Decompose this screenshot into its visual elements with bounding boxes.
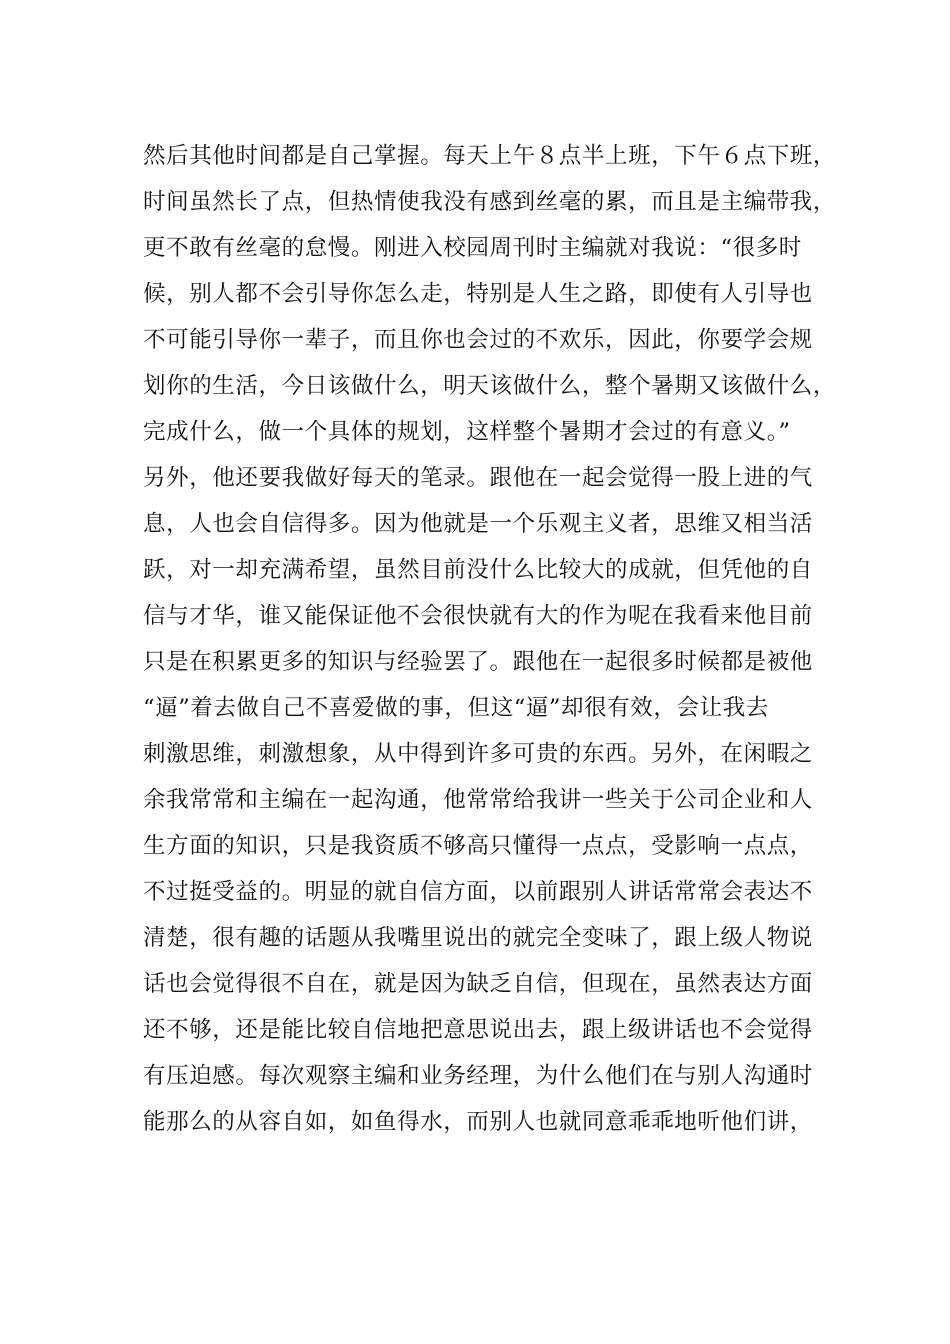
text-line: 余我常常和主编在一起沟通，他常常给我讲一些关于公司企业和人	[143, 787, 813, 813]
text-line: 另外，他还要我做好每天的笔录。跟他在一起会觉得一股上进的气	[143, 465, 813, 491]
body-text	[143, 133, 843, 1145]
text-line: 信与才华，谁又能保证他不会很快就有大的作为呢在我看来他目前	[143, 603, 813, 629]
text-line: “逼”着去做自己不喜爱做的事，但这“逼”却很有效，会让我去	[143, 695, 769, 721]
text-line: 息，人也会自信得多。因为他就是一个乐观主义者，思维又相当活	[143, 511, 813, 537]
text-line: 然后其他时间都是自己掌握。每天上午８点半上班，下午６点下班，	[143, 143, 837, 169]
text-line: 话也会觉得很不自在，就是因为缺乏自信，但现在，虽然表达方面	[143, 971, 813, 997]
text-line: 刺激思维，刺激想象，从中得到许多可贵的东西。另外，在闲暇之	[143, 741, 813, 767]
text-line: 更不敢有丝毫的怠慢。刚进入校园周刊时主编就对我说：“很多时	[143, 235, 802, 261]
text-line: 有压迫感。每次观察主编和业务经理，为什么他们在与别人沟通时	[143, 1063, 813, 1089]
text-line: 清楚，很有趣的话题从我嘴里说出的就完全变味了，跟上级人物说	[143, 925, 813, 951]
text-line: 时间虽然长了点，但热情使我没有感到丝毫的累，而且是主编带我，	[143, 189, 837, 215]
text-line: 不过挺受益的。明显的就自信方面，以前跟别人讲话常常会表达不	[143, 879, 813, 905]
text-line: 候，别人都不会引导你怎么走，特别是人生之路，即使有人引导也	[143, 281, 813, 307]
text-line: 能那么的从容自如，如鱼得水，而别人也就同意乖乖地听他们讲，	[143, 1109, 813, 1135]
text-line: 生方面的知识，只是我资质不够高只懂得一点点，受影响一点点，	[143, 833, 813, 859]
text-line: 不可能引导你一辈子，而且你也会过的不欢乐，因此，你要学会规	[143, 327, 813, 353]
text-line: 完成什么，做一个具体的规划，这样整个暑期才会过的有意义。”	[143, 419, 791, 445]
text-line: 划你的生活，今日该做什么，明天该做什么，整个暑期又该做什么，	[143, 373, 837, 399]
text-line: 还不够，还是能比较自信地把意思说出去，跟上级讲话也不会觉得	[143, 1017, 813, 1043]
text-line: 只是在积累更多的知识与经验罢了。跟他在一起很多时候都是被他	[143, 649, 813, 675]
text-line: 跃，对一却充满希望，虽然目前没什么比较大的成就，但凭他的自	[143, 557, 813, 583]
